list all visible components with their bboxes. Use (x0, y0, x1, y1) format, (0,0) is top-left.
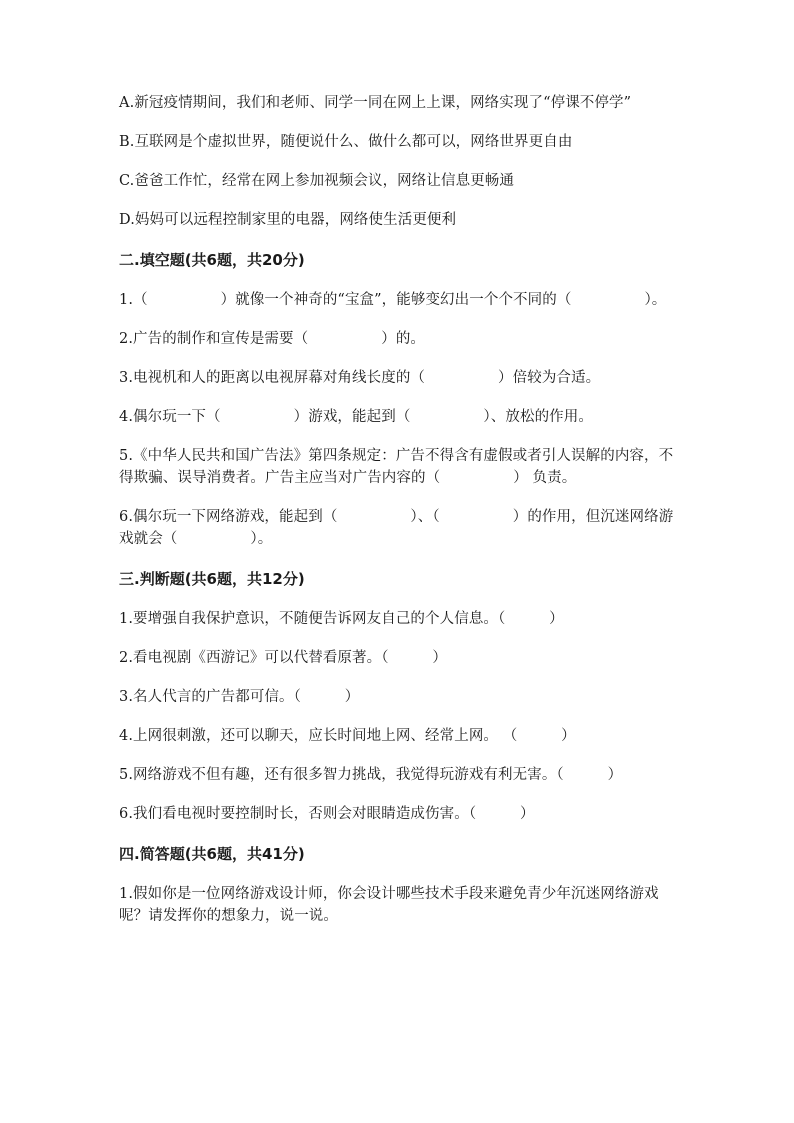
judgement-question-6: 6.我们看电视时要控制时长，否则会对眼睛造成伤害。（ ） (119, 806, 535, 822)
option-b: B.互联网是个虚拟世界，随便说什么、做什么都可以，网络世界更自由 (119, 134, 573, 150)
judgement-question-4: 4.上网很刺激，还可以聊天，应长时间地上网、经常上网。 （ ） (119, 728, 576, 744)
fill-blank-question-5: 5.《中华人民共和国广告法》第四条规定：广告不得含有虚假或者引人误解的内容，不得欺骗、误导消费者。广告主应当对广告内容的（ ） 负责。 (119, 448, 674, 486)
section-short-answer-title: 四.简答题(共6题，共41分) (119, 845, 305, 863)
judgement-question-2: 2.看电视剧《西游记》可以代替看原著。（ ） (119, 650, 447, 666)
fill-blank-question-4: 4.偶尔玩一下（ ）游戏，能起到（ ）、放松的作用。 (119, 409, 593, 425)
option-c: C.爸爸工作忙，经常在网上参加视频会议，网络让信息更畅通 (119, 173, 514, 189)
fill-blank-question-2: 2.广告的制作和宣传是需要（ ）的。 (119, 331, 426, 347)
short-answer-question-1: 1.假如你是一位网络游戏设计师，你会设计哪些技术手段来避免青少年沉迷网络游戏呢？请发挥你的想象力，说一说。 (119, 886, 659, 924)
section-fill-blank-title: 二.填空题(共6题，共20分) (119, 251, 305, 269)
option-a: A.新冠疫情期间，我们和老师、同学一同在网上上课，网络实现了“停课不停学” (119, 95, 632, 111)
judgement-question-5: 5.网络游戏不但有趣，还有很多智力挑战，我觉得玩游戏有利无害。（ ） (119, 767, 623, 783)
fill-blank-question-3: 3.电视机和人的距离以电视屏幕对角线长度的（ ）倍较为合适。 (119, 370, 601, 386)
judgement-question-1: 1.要增强自我保护意识，不随便告诉网友自己的个人信息。（ ） (119, 611, 564, 627)
fill-blank-question-1: 1.（ ）就像一个神奇的“宝盒”，能够变幻出一个个不同的（ ）。 (119, 292, 667, 308)
exam-page (119, 92, 675, 927)
option-d: D.妈妈可以远程控制家里的电器，网络使生活更便利 (119, 212, 457, 228)
judgement-question-3: 3.名人代言的广告都可信。（ ） (119, 689, 360, 705)
fill-blank-question-6: 6.偶尔玩一下网络游戏，能起到（ ）、（ ）的作用，但沉迷网络游戏就会（ ）。 (119, 509, 674, 547)
section-judgement-title: 三.判断题(共6题，共12分) (119, 570, 305, 588)
